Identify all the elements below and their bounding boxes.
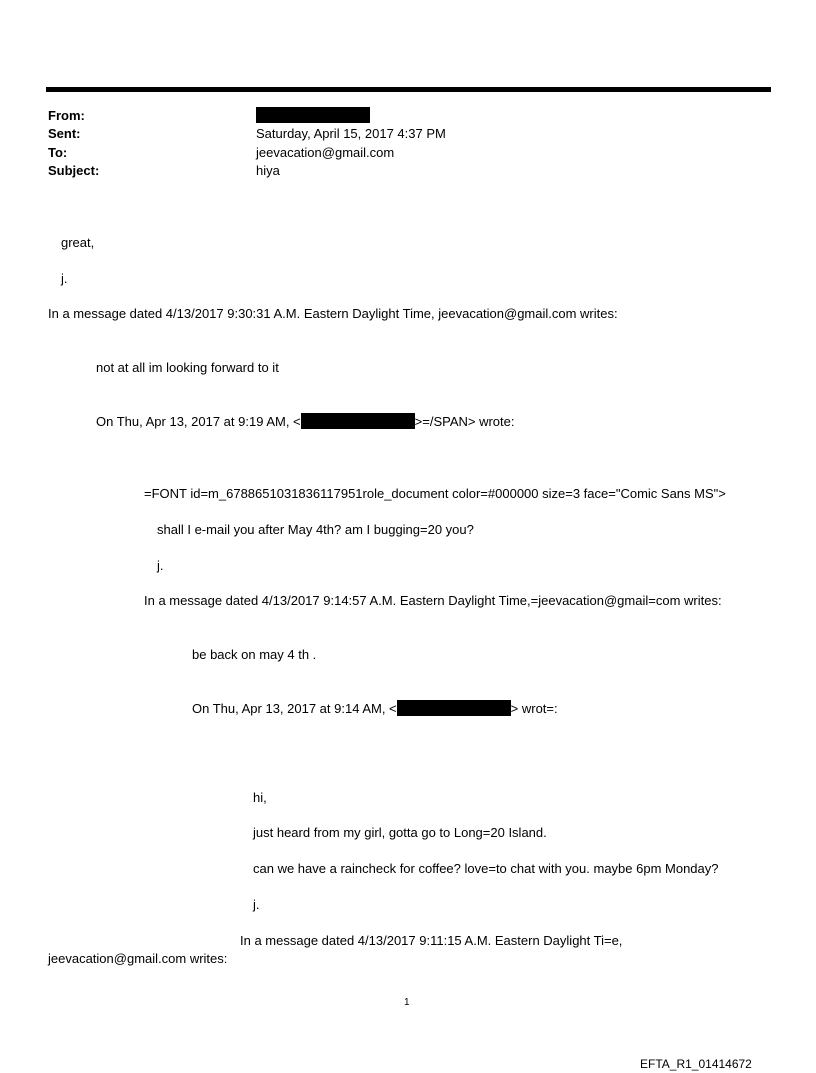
subject-label: Subject: (48, 163, 100, 178)
quote-header-text: > wrot=: (510, 701, 558, 716)
body-line: just heard from my girl, gotta go to Long=20 Island. (253, 825, 547, 840)
quote-header: In a message dated 4/13/2017 9:30:31 A.M. Eastern Daylight Time, jeevacation@gmail.com writes: (48, 306, 618, 321)
quote-header (192, 700, 558, 717)
body-line: hi, (253, 790, 267, 805)
header-rule (46, 87, 771, 92)
to-value: jeevacation@gmail.com (256, 145, 395, 160)
body-line: =FONT id=m_6788651031836117951role_document color=#000000 size=3 face="Comic Sans MS"> (144, 486, 726, 501)
redacted-address (301, 413, 415, 429)
sent-value: Saturday, April 15, 2017 4:37 PM (256, 126, 446, 141)
quote-header-text: On Thu, Apr 13, 2017 at 9:19 AM, < (96, 414, 301, 429)
redacted-sender (256, 107, 370, 123)
body-line: can we have a raincheck for coffee? love=to chat with you. maybe 6pm Monday? (253, 861, 719, 876)
quote-header-text: >=/SPAN> wrote: (414, 414, 515, 429)
body-line: great, (61, 235, 95, 250)
sent-label: Sent: (48, 126, 81, 141)
body-line: not at all im looking forward to it (96, 360, 279, 375)
body-line: j. (157, 558, 164, 573)
document-id: EFTA_R1_01414672 (640, 1057, 752, 1071)
body-line: j. (61, 271, 68, 286)
body-line: j. (253, 897, 260, 912)
redacted-address (397, 700, 511, 716)
page-number: 1 (404, 997, 410, 1008)
to-label: To: (48, 145, 68, 160)
quote-header: In a message dated 4/13/2017 9:14:57 A.M. Eastern Daylight Time,=jeevacation@gmail=com writes: (144, 593, 722, 608)
body-line: shall I e-mail you after May 4th? am I bugging=20 you? (157, 522, 474, 537)
from-label: From: (48, 108, 85, 123)
quote-header: jeevacation@gmail.com writes: (48, 951, 228, 966)
subject-value: hiya (256, 163, 280, 178)
quote-header: In a message dated 4/13/2017 9:11:15 A.M. Eastern Daylight Ti=e, (240, 933, 623, 948)
quote-header-text: On Thu, Apr 13, 2017 at 9:14 AM, < (192, 701, 397, 716)
quote-header (96, 413, 515, 430)
body-line: be back on may 4 th . (192, 647, 317, 662)
